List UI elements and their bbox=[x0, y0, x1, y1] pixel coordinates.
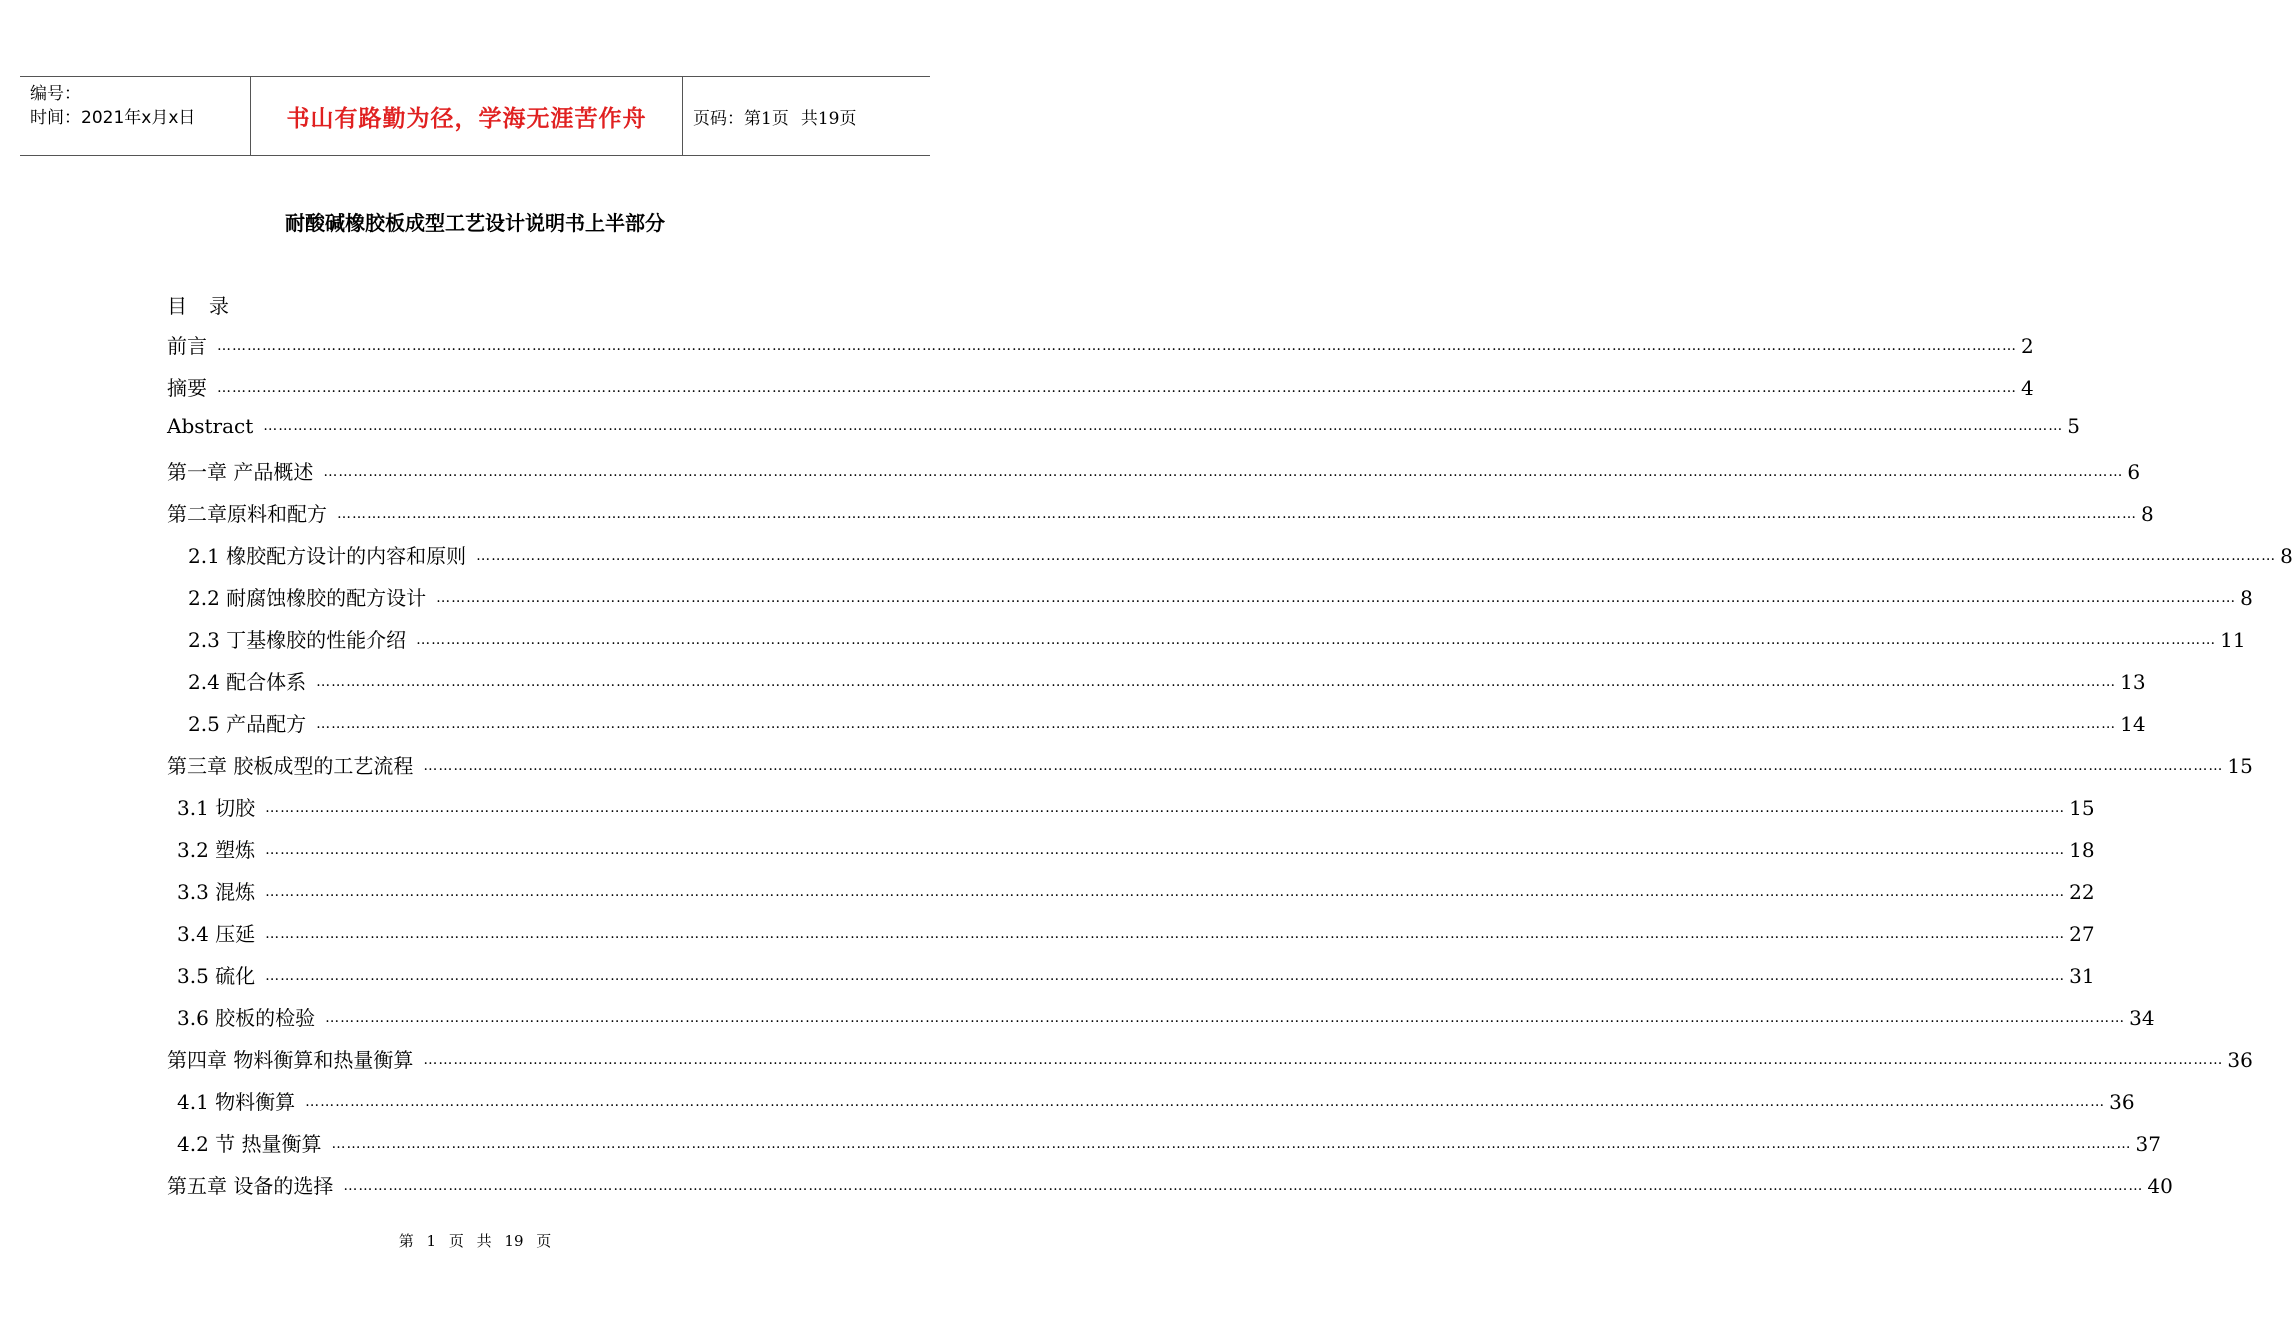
footer-current-page: 1 bbox=[426, 1232, 437, 1250]
footer-ye-2: 页 bbox=[536, 1232, 552, 1250]
header-meta bbox=[20, 77, 251, 155]
toc-entry-label: 前言 bbox=[167, 334, 207, 358]
toc-leader-dots: ……………………………………………………………………………………………………………………………………………………………………………………………………………………………………………………………………………………………………………………………… bbox=[423, 1052, 2224, 1068]
toc-entry-page: 8 bbox=[2240, 586, 2253, 610]
toc-entry[interactable] bbox=[188, 708, 2146, 738]
toc-entry-label: 3.5 硫化 bbox=[177, 964, 256, 988]
toc-entry-page: 36 bbox=[2109, 1090, 2135, 1114]
toc-leader-dots: ……………………………………………………………………………………………………………………………………………………………………………………………………………………………………………………………………………………………………………………………… bbox=[316, 716, 2117, 732]
time-label: 时间：2021年x月x日 bbox=[30, 108, 196, 128]
toc-leader-dots: ……………………………………………………………………………………………………………………………………………………………………………………………………………………………………………………………………………………………………………………………… bbox=[325, 1010, 2126, 1026]
toc-entry-page: 27 bbox=[2069, 922, 2095, 946]
toc-heading-char-2: 录 bbox=[209, 294, 229, 318]
toc-entry-label: 4.1 物料衡算 bbox=[177, 1090, 296, 1114]
toc-leader-dots: ……………………………………………………………………………………………………………………………………………………………………………………………………………………………………………………………………………………………………………………………… bbox=[323, 464, 2124, 480]
toc-entry[interactable] bbox=[167, 414, 2081, 444]
serial-number-label: 编号： bbox=[30, 84, 81, 104]
toc-entry[interactable] bbox=[188, 582, 2253, 612]
toc-entry[interactable] bbox=[167, 456, 2141, 486]
toc-entry-label: 2.2 耐腐蚀橡胶的配方设计 bbox=[188, 586, 427, 610]
toc-entry[interactable] bbox=[167, 1170, 2173, 1200]
toc-leader-dots: ……………………………………………………………………………………………………………………………………………………………………………………………………………………………………………………………………………………………………………………………… bbox=[423, 758, 2224, 774]
toc-entry-label: 4.2 节 热量衡算 bbox=[177, 1132, 322, 1156]
toc-entry[interactable] bbox=[167, 1044, 2253, 1074]
header-motto: 书山有路勤为径，学海无涯苦作舟 bbox=[251, 77, 683, 155]
page-header bbox=[20, 76, 930, 156]
toc-entry-page: 36 bbox=[2227, 1048, 2253, 1072]
footer-ye: 页 bbox=[448, 1232, 464, 1250]
toc-entry-label: 3.3 混炼 bbox=[177, 880, 256, 904]
toc-entry[interactable] bbox=[177, 918, 2095, 948]
toc-entry-label: 3.6 胶板的检验 bbox=[177, 1006, 316, 1030]
toc-entry-page: 37 bbox=[2135, 1132, 2161, 1156]
toc-heading bbox=[167, 290, 229, 319]
toc-leader-dots: ……………………………………………………………………………………………………………………………………………………………………………………………………………………………………………………………………………………………………………………………… bbox=[476, 548, 2277, 564]
toc-entry-page: 15 bbox=[2227, 754, 2253, 778]
page-footer bbox=[0, 1230, 950, 1251]
toc-entry[interactable] bbox=[177, 960, 2095, 990]
toc-entry-label: 3.4 压延 bbox=[177, 922, 256, 946]
toc-entry-page: 15 bbox=[2069, 796, 2095, 820]
toc-entry-page: 31 bbox=[2069, 964, 2095, 988]
toc-entry-page: 6 bbox=[2127, 460, 2141, 484]
toc-entry-page: 18 bbox=[2069, 838, 2095, 862]
toc-entry[interactable] bbox=[177, 1128, 2161, 1158]
toc-entry[interactable] bbox=[188, 540, 2293, 570]
footer-total-pages: 19 bbox=[504, 1232, 524, 1250]
toc-entry-page: 4 bbox=[2021, 376, 2034, 400]
toc-entry[interactable] bbox=[167, 498, 2154, 528]
toc-entry[interactable] bbox=[177, 1086, 2135, 1116]
toc-entry-page: 11 bbox=[2220, 628, 2246, 652]
toc-entry-page: 34 bbox=[2129, 1006, 2155, 1030]
toc-entry-label: 第四章 物料衡算和热量衡算 bbox=[167, 1048, 414, 1072]
toc-leader-dots: ……………………………………………………………………………………………………………………………………………………………………………………………………………………………………………………………………………………………………………………………… bbox=[416, 632, 2217, 648]
toc-leader-dots: ……………………………………………………………………………………………………………………………………………………………………………………………………………………………………………………………………………………………………………………………… bbox=[265, 926, 2066, 942]
toc-leader-dots: ……………………………………………………………………………………………………………………………………………………………………………………………………………………………………………………………………………………………………………………………… bbox=[305, 1094, 2106, 1110]
toc-entry[interactable] bbox=[177, 792, 2095, 822]
toc-entry[interactable] bbox=[177, 1002, 2155, 1032]
toc-leader-dots: ……………………………………………………………………………………………………………………………………………………………………………………………………………………………………………………………………………………………………………………………… bbox=[265, 842, 2066, 858]
toc-entry-label: 第一章 产品概述 bbox=[167, 460, 314, 484]
toc-entry[interactable] bbox=[167, 750, 2253, 780]
toc-entry-label: 摘要 bbox=[167, 376, 207, 400]
toc-entry[interactable] bbox=[188, 624, 2246, 654]
footer-di: 第 bbox=[398, 1232, 414, 1250]
header-page-info bbox=[683, 77, 930, 155]
toc-entry-page: 5 bbox=[2067, 414, 2081, 438]
toc-leader-dots: ……………………………………………………………………………………………………………………………………………………………………………………………………………………………………………………………………………………………………………………………… bbox=[217, 338, 2017, 354]
toc-entry-label: 2.1 橡胶配方设计的内容和原则 bbox=[188, 544, 467, 568]
toc-entry-page: 13 bbox=[2120, 670, 2146, 694]
toc-entry-page: 8 bbox=[2280, 544, 2293, 568]
toc-entry[interactable] bbox=[167, 372, 2034, 402]
toc-leader-dots: ……………………………………………………………………………………………………………………………………………………………………………………………………………………………………………………………………………………………………………………………… bbox=[343, 1178, 2144, 1194]
header-page-total: 共19页 bbox=[800, 108, 857, 129]
toc-leader-dots: ……………………………………………………………………………………………………………………………………………………………………………………………………………………………………………………………………………………………………………………………… bbox=[217, 380, 2017, 396]
toc-entry-label: 3.2 塑炼 bbox=[177, 838, 256, 862]
document-title: 耐酸碱橡胶板成型工艺设计说明书上半部分 bbox=[285, 211, 665, 235]
toc-entry-label: 2.5 产品配方 bbox=[188, 712, 307, 736]
toc-leader-dots: ……………………………………………………………………………………………………………………………………………………………………………………………………………………………………………………………………………………………………………………………… bbox=[265, 968, 2066, 984]
toc-entry-page: 22 bbox=[2069, 880, 2095, 904]
toc-entry-label: 第五章 设备的选择 bbox=[167, 1174, 334, 1198]
toc-heading-char-1: 目 bbox=[167, 294, 187, 318]
toc-entry[interactable] bbox=[177, 876, 2095, 906]
toc-entry[interactable] bbox=[177, 834, 2095, 864]
toc-leader-dots: ……………………………………………………………………………………………………………………………………………………………………………………………………………………………………………………………………………………………………………………………… bbox=[331, 1136, 2132, 1152]
toc-entry-label: 3.1 切胶 bbox=[177, 796, 256, 820]
header-page-number: 页码：第1页 bbox=[693, 108, 789, 129]
toc-entry-label: 第二章原料和配方 bbox=[167, 502, 327, 526]
toc-entry-label: 2.4 配合体系 bbox=[188, 670, 307, 694]
toc-leader-dots: ……………………………………………………………………………………………………………………………………………………………………………………………………………………………………………………………………………………………………………………………… bbox=[316, 674, 2117, 690]
toc-leader-dots: ……………………………………………………………………………………………………………………………………………………………………………………………………………………………………………………………………………………………………………………………… bbox=[263, 418, 2064, 434]
toc-entry-page: 8 bbox=[2141, 502, 2154, 526]
toc-leader-dots: ……………………………………………………………………………………………………………………………………………………………………………………………………………………………………………………………………………………………………………………………… bbox=[265, 800, 2066, 816]
toc-entry-page: 14 bbox=[2120, 712, 2146, 736]
toc-leader-dots: ……………………………………………………………………………………………………………………………………………………………………………………………………………………………………………………………………………………………………………………………… bbox=[436, 590, 2237, 606]
toc-entry-page: 2 bbox=[2021, 334, 2034, 358]
toc-entry-label: 2.3 丁基橡胶的性能介绍 bbox=[188, 628, 407, 652]
toc-leader-dots: ……………………………………………………………………………………………………………………………………………………………………………………………………………………………………………………………………………………………………………………………… bbox=[337, 506, 2137, 522]
toc-entry[interactable] bbox=[188, 666, 2146, 696]
toc-entry[interactable] bbox=[167, 330, 2034, 360]
toc-entry-page: 40 bbox=[2147, 1174, 2173, 1198]
toc-leader-dots: ……………………………………………………………………………………………………………………………………………………………………………………………………………………………………………………………………………………………………………………………… bbox=[265, 884, 2066, 900]
toc-entry-label: Abstract bbox=[167, 414, 254, 438]
footer-gong: 共 bbox=[476, 1232, 492, 1250]
toc-entry-label: 第三章 胶板成型的工艺流程 bbox=[167, 754, 414, 778]
